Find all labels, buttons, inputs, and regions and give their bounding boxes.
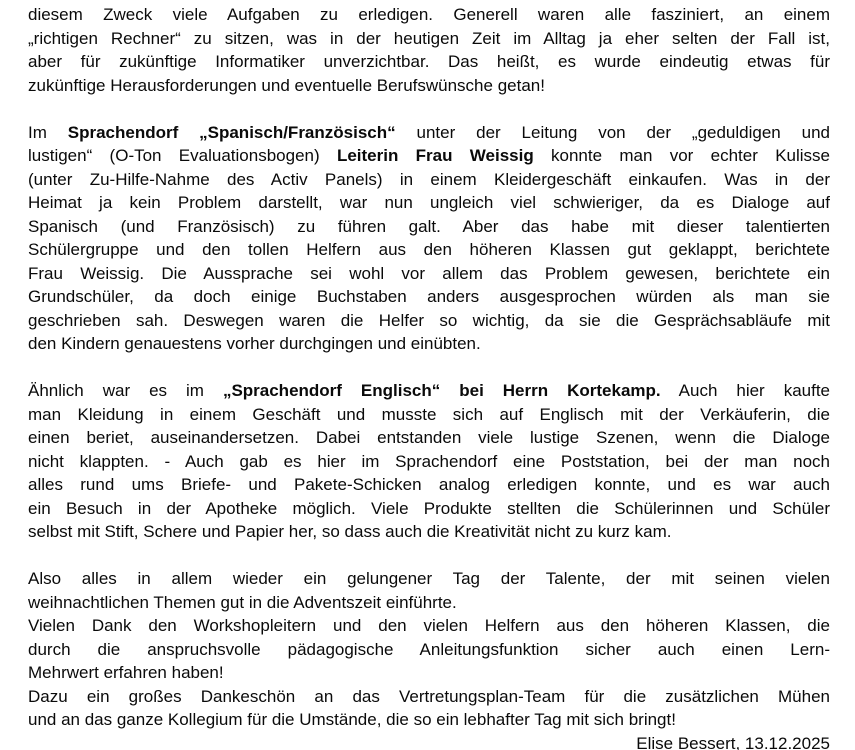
text-segment: Mehrwert erfahren haben! (28, 663, 224, 682)
text-segment: einen beriet, auseinandersetzen. Dabei entstanden viele lustige Szenen, wenn die Dialoge (28, 428, 830, 447)
text-line (28, 473, 830, 497)
text-line (28, 144, 830, 168)
text-segment: konnte man vor echter Kulisse (533, 146, 830, 165)
text-line (28, 74, 830, 98)
text-line (28, 567, 830, 591)
text-line (28, 426, 830, 450)
text-line (28, 497, 830, 521)
text-line (28, 685, 830, 709)
text-segment: man Kleidung in einem Geschäft und musste sich auf Englisch mit der Verkäuferin, die (28, 404, 830, 424)
text-segment: Dazu ein großes Dankeschön an das Vertretungsplan-Team für die zusätzlichen Mühen (28, 686, 830, 706)
text-segment: aber für zukünftige Informatiker unverzichtbar. Das heißt, es wurde eindeutig etwas für (28, 52, 830, 71)
text-segment: Vielen Dank den Workshopleitern und den vielen Helfern aus den höheren Klassen, die (28, 616, 830, 635)
text-segment: Ähnlich war es im (28, 381, 223, 400)
paragraph-sprachendorf-spanisch-franzoesisch (28, 121, 830, 356)
paragraph-fazit-dank (28, 567, 830, 750)
text-line (28, 168, 830, 192)
text-line (28, 332, 830, 356)
text-segment: Grundschüler, da doch einige Buchstaben anders ausgesprochen würden als man sie (28, 287, 830, 306)
paragraph-sprachendorf-englisch (28, 379, 830, 544)
signature-line (28, 732, 830, 750)
text-line (28, 121, 830, 145)
text-segment: Also alles in allem wieder ein gelungener Tag der Talente, der mit seinen vielen (28, 569, 830, 588)
bold-text-segment: „Sprachendorf Englisch“ bei Herrn Kortekamp. (222, 381, 661, 400)
text-segment: alles rund ums Briefe- und Pakete-Schicken analog erledigen konnte, und es war auch (28, 475, 830, 494)
text-segment: zukünftige Herausforderungen und eventuelle Berufswünsche getan! (28, 75, 545, 95)
text-line (28, 3, 830, 27)
text-segment: unter der Leitung von der „geduldigen und (395, 122, 830, 142)
text-line (28, 379, 830, 403)
text-segment: Auch hier kaufte (660, 381, 831, 400)
text-line (28, 285, 830, 309)
text-segment: Schülergruppe und den tollen Helfern aus den höheren Klassen gut geklappt, berichtete (28, 240, 830, 259)
text-segment: lustigen“ (O-Ton Evaluationsbogen) (28, 146, 337, 165)
text-segment: weihnachtlichen Themen gut in die Adventszeit einführte. (28, 592, 457, 612)
text-line (28, 638, 830, 662)
bold-text-segment: Leiterin Frau Weissig (336, 146, 534, 165)
text-segment: diesem Zweck viele Aufgaben zu erledigen. Generell waren alle fasziniert, an einem (28, 5, 830, 24)
text-line (28, 591, 830, 615)
text-line (28, 50, 830, 74)
text-segment: Elise Bessert, 13.12.2025 (636, 733, 830, 750)
text-segment: „richtigen Rechner“ zu sitzen, was in der heutigen Zeit im Alltag ja eher selten der Fall ist, (28, 28, 830, 48)
text-segment: durch die anspruchsvolle pädagogische Anleitungsfunktion sicher auch einen Lern- (28, 639, 830, 659)
document-body (28, 3, 830, 750)
text-segment: Heimat ja kein Problem darstellt, war nun ungleich viel schwieriger, da es Dialoge auf (28, 193, 830, 212)
paragraph-computer-workshop (28, 3, 830, 97)
text-segment: (unter Zu-Hilfe-Nahme des Activ Panels) in einem Kleidergeschäft einkaufen. Was in der (28, 169, 830, 189)
text-segment: Frau Weissig. Die Aussprache sei wohl vor allem das Problem gewesen, berichtete ein (28, 263, 830, 283)
text-segment: ein Besuch in der Apotheke möglich. Viele Produkte stellten die Schülerinnen und Schüler (28, 498, 830, 518)
text-segment: und an das ganze Kollegium für die Umstände, die so ein lebhafter Tag mit sich bringt! (28, 710, 676, 729)
text-segment: den Kindern genauestens vorher durchgingen und einübten. (28, 334, 481, 353)
text-line (28, 661, 830, 685)
text-segment: Im (28, 122, 68, 142)
text-segment: nicht klappten. - Auch gab es hier im Sprachendorf eine Poststation, bei der man noch (28, 451, 830, 471)
text-segment: selbst mit Stift, Schere und Papier her, so dass auch die Kreativität nicht zu kurz kam. (28, 522, 672, 541)
text-line (28, 614, 830, 638)
text-segment: Spanisch (und Französisch) zu führen galt. Aber das habe mit dieser talentierten (28, 216, 830, 236)
text-line (28, 262, 830, 286)
text-line (28, 708, 830, 732)
text-line (28, 238, 830, 262)
text-line (28, 520, 830, 544)
text-line (28, 450, 830, 474)
text-line (28, 27, 830, 51)
text-line (28, 191, 830, 215)
text-segment: geschrieben sah. Deswegen waren die Helfer so wichtig, da sie die Gesprächsabläufe mit (28, 310, 830, 330)
text-line (28, 215, 830, 239)
bold-text-segment: Sprachendorf „Spanisch/Französisch“ (67, 122, 396, 142)
text-line (28, 403, 830, 427)
text-line (28, 309, 830, 333)
